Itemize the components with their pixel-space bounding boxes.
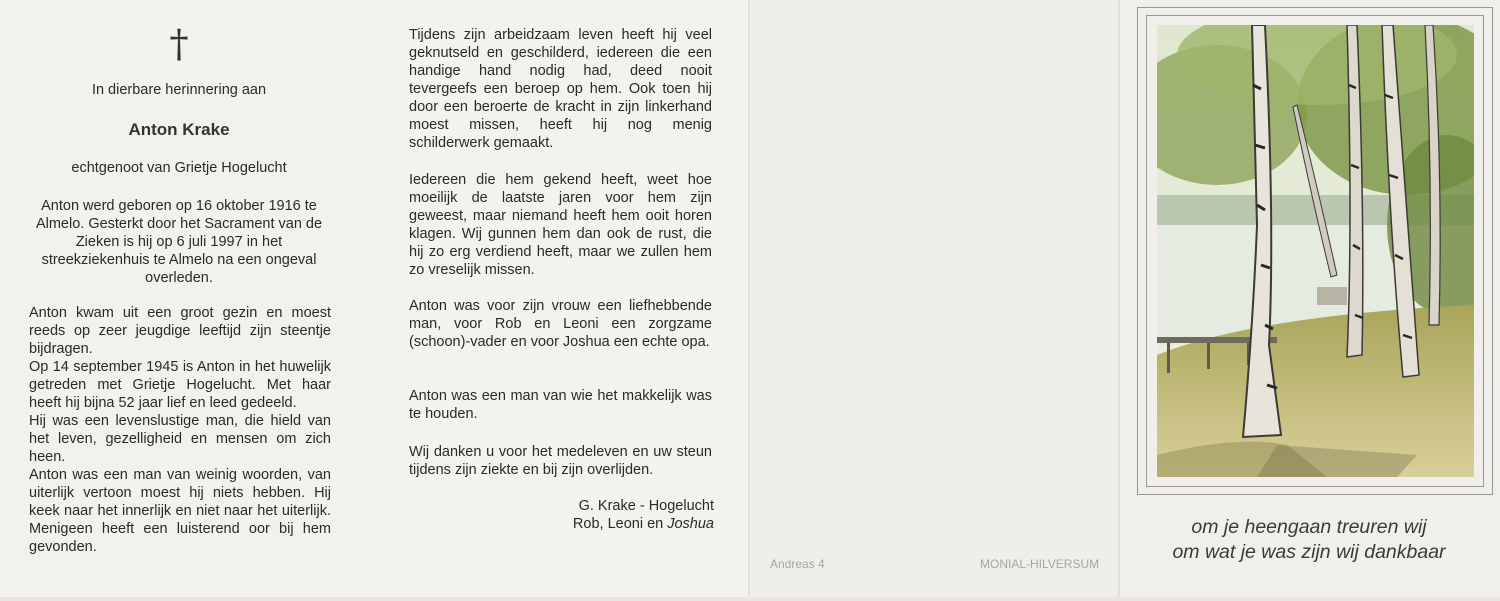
life-story bbox=[29, 304, 331, 556]
signature-names: Rob, Leoni en bbox=[572, 516, 668, 532]
cross-icon: † bbox=[169, 22, 189, 66]
deceased-name: Anton Krake bbox=[128, 120, 230, 139]
signature-line bbox=[409, 515, 714, 533]
fold-line bbox=[1118, 0, 1120, 597]
card-code: Andreas 4 bbox=[770, 557, 825, 571]
signature-line: G. Krake - Hogelucht bbox=[578, 498, 714, 514]
life-paragraph: Anton was een man van weinig woorden, van uiterlijk vertoon moest hij niets hebben. Hij keek naar het innerlijk en niet naar het uiterlijk. Menigeen heeft een luisterend oor bij hem gevonden. bbox=[29, 467, 331, 555]
signature-grandchild: Joshua bbox=[667, 516, 714, 532]
printer-name: MONIAL-HILVERSUM bbox=[980, 557, 1100, 571]
right-paragraph: Iedereen die hem gekend heeft, weet hoe moeilijk de laatste jaren voor hem zijn geweest, maar niemand heeft hem ooit horen klagen. Wij gunnen hem dan ook de rust, die hij zo erg verdiend heeft, maar we zullen hem zo vreselijk missen. bbox=[409, 172, 712, 278]
right-paragraph: Wij danken u voor het medeleven en uw steun tijdens zijn ziekte en bij zijn overlijden. bbox=[409, 444, 712, 478]
spouse-text: echtgenoot van Grietje Hogelucht bbox=[71, 160, 287, 176]
life-paragraph: Hij was een levenslustige man, die hield van het leven, gezelligheid en mensen om zich heen. bbox=[29, 413, 331, 465]
right-paragraph: Tijdens zijn arbeidzaam leven heeft hij veel geknutseld en geschilderd, iedereen die een handige hand nodig had, deed nooit tevergeefs een beroep op hem. Ook toen hij door een beroerte de kracht in zijn linkerhand moest missen, heeft hij nog menig schilderwerk gemaakt. bbox=[409, 27, 712, 151]
intro-text: In dierbare herinnering aan bbox=[91, 82, 267, 98]
right-paragraph: Anton was een man van wie het makkelijk was te houden. bbox=[409, 388, 712, 422]
life-paragraph: Anton kwam uit een groot gezin en moest reeds op zeer jeugdige leeftijd zijn steentje bijdragen. bbox=[29, 305, 331, 357]
birch-lake-photo bbox=[1157, 25, 1474, 477]
card-panel-back bbox=[748, 0, 1118, 597]
memorial-poem bbox=[1118, 515, 1500, 565]
birth-paragraph: Anton werd geboren op 16 oktober 1916 te Almelo. Gesterkt door het Sacrament van de Zieken is hij op 6 juli 1997 in het streekziekenhuis te Almelo na een ongeval overleden. bbox=[35, 198, 323, 286]
poem-line: om je heengaan treuren wij bbox=[1191, 516, 1427, 538]
life-paragraph: Op 14 september 1945 is Anton in het huwelijk getreden met Grietje Hogelucht. Met haar heeft hij bijna 52 jaar lief en leed gedeeld. bbox=[29, 359, 331, 411]
poem-line: om wat je was zijn wij dankbaar bbox=[1172, 541, 1446, 563]
signature bbox=[409, 497, 714, 533]
right-paragraph: Anton was voor zijn vrouw een liefhebbende man, voor Rob en Leoni een zorgzame (schoon)-vader en voor Joshua een echte opa. bbox=[409, 298, 712, 350]
fold-line bbox=[748, 0, 750, 597]
